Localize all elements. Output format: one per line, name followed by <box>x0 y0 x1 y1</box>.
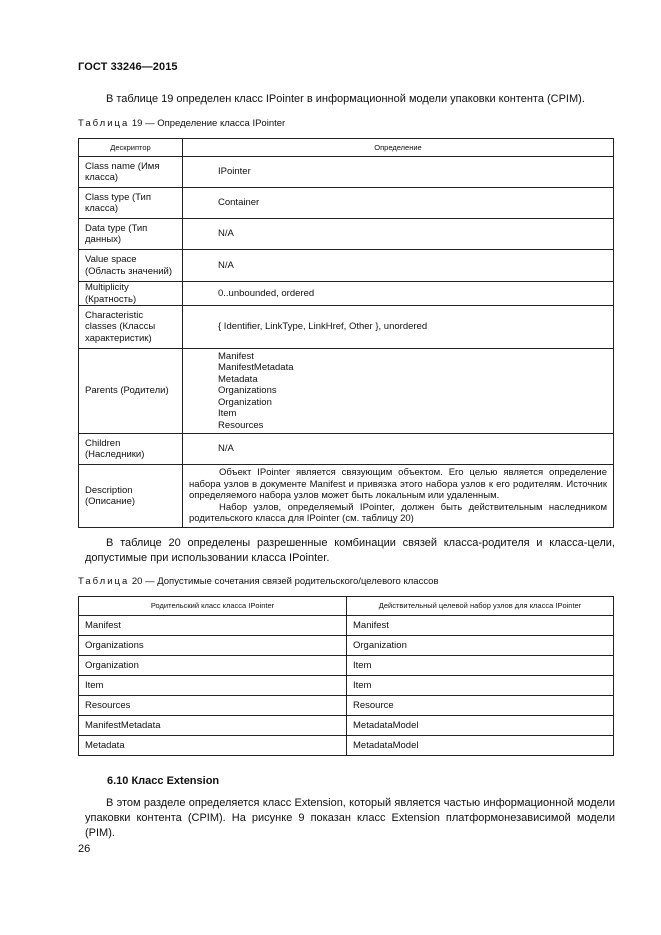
definition-cell: N/A <box>183 250 614 282</box>
table-row <box>79 434 614 465</box>
table-row <box>79 465 614 528</box>
description-paragraph: Набор узлов, определяемый IPointer, должен быть действительным наследником родительского класса для IPointer (см. таблицу 20) <box>189 501 607 525</box>
definition-cell <box>183 349 614 434</box>
definition-cell: IPointer <box>183 157 614 188</box>
target-set-cell: MetadataModel <box>347 716 614 736</box>
parent-class-cell: Manifest <box>79 616 347 636</box>
definition-cell: 0..unbounded, ordered <box>183 282 614 306</box>
table20-caption <box>78 576 439 587</box>
parent-class-cell: Resources <box>79 696 347 716</box>
parent-item: Organizations <box>218 385 277 397</box>
table19-caption-text: 19 — Определение класса IPointer <box>129 118 286 129</box>
second-paragraph: В таблице 20 определены разрешенные комбинации связей класса-родителя и класса-цели, допустимые при использовании класса IPointer. <box>85 537 615 564</box>
table-20 <box>78 596 614 756</box>
section-heading: 6.10 Класс Extension <box>107 775 220 787</box>
table-row <box>79 157 614 188</box>
page-number: 26 <box>78 843 91 855</box>
descriptor-cell: Children (Наследники) <box>79 434 183 465</box>
parent-class-cell: Metadata <box>79 736 347 756</box>
table-row <box>79 219 614 250</box>
parent-class-cell: Organization <box>79 656 347 676</box>
table-row <box>79 250 614 282</box>
parent-class-cell: Organizations <box>79 636 347 656</box>
descriptor-cell: Multiplicity (Кратность) <box>79 282 183 306</box>
target-set-cell: Organization <box>347 636 614 656</box>
definition-cell: Container <box>183 188 614 219</box>
descriptor-cell: Characteristic classes (Классы характеристик) <box>79 306 183 349</box>
table-row <box>79 656 614 676</box>
third-paragraph: В этом разделе определяется класс Extension, который является частью информационной модели упаковки контента (CPIM). На рисунке 9 показан класс Extension платформонезависимой модели (PIM). <box>85 797 615 839</box>
definition-cell: N/A <box>183 434 614 465</box>
descriptor-cell: Value space (Область значений) <box>79 250 183 282</box>
parent-item: ManifestMetadata <box>218 362 294 374</box>
parent-item: Manifest <box>218 350 254 362</box>
table20-caption-text: 20 — Допустимые сочетания связей родительского/целевого классов <box>129 576 439 587</box>
table-row <box>79 616 614 636</box>
table-row <box>79 306 614 349</box>
parent-item: Organization <box>218 396 272 408</box>
descriptor-cell: Class type (Тип класса) <box>79 188 183 219</box>
target-set-cell: Item <box>347 676 614 696</box>
column-header: Действительный целевой набор узлов для класса IPointer <box>347 597 614 616</box>
descriptor-cell: Parents (Родители) <box>79 349 183 434</box>
table19-caption <box>78 118 285 129</box>
table-row <box>79 188 614 219</box>
descriptor-cell: Description (Описание) <box>79 465 183 528</box>
parent-class-cell: Item <box>79 676 347 696</box>
table-row <box>79 349 614 434</box>
table-row <box>79 736 614 756</box>
descriptor-cell: Data type (Тип данных) <box>79 219 183 250</box>
descriptor-cell: Class name (Имя класса) <box>79 157 183 188</box>
column-header: Определение <box>183 139 614 157</box>
description-paragraph: Объект IPointer является связующим объектом. Его целью является определение набора узлов в документе Manifest и привязка этого набора узлов к его родителям. Источник определяемого набора узлов может быть локальным или удаленным. <box>189 467 607 502</box>
table-row <box>79 636 614 656</box>
parent-item: Item <box>218 408 237 420</box>
document-header: ГОСТ 33246—2015 <box>78 61 178 73</box>
target-set-cell: Manifest <box>347 616 614 636</box>
table20-caption-label: Таблица <box>78 576 130 587</box>
table-row <box>79 676 614 696</box>
table-19 <box>78 138 614 528</box>
definition-cell <box>183 465 614 528</box>
table-row <box>79 282 614 306</box>
target-set-cell: Item <box>347 656 614 676</box>
table-row <box>79 696 614 716</box>
parent-item: Resources <box>218 419 264 431</box>
target-set-cell: MetadataModel <box>347 736 614 756</box>
definition-cell: N/A <box>183 219 614 250</box>
table-header-row <box>79 597 614 616</box>
parent-class-cell: ManifestMetadata <box>79 716 347 736</box>
table-header-row <box>79 139 614 157</box>
target-set-cell: Resource <box>347 696 614 716</box>
definition-cell: { Identifier, LinkType, LinkHref, Other }, unordered <box>183 306 614 349</box>
table-row <box>79 716 614 736</box>
intro-paragraph: В таблице 19 определен класс IPointer в информационной модели упаковки контента (CPIM). <box>106 93 585 105</box>
column-header: Дескриптор <box>79 139 183 157</box>
parent-item: Metadata <box>218 373 258 385</box>
column-header: Родительский класс класса IPointer <box>79 597 347 616</box>
table19-caption-label: Таблица <box>78 118 130 129</box>
